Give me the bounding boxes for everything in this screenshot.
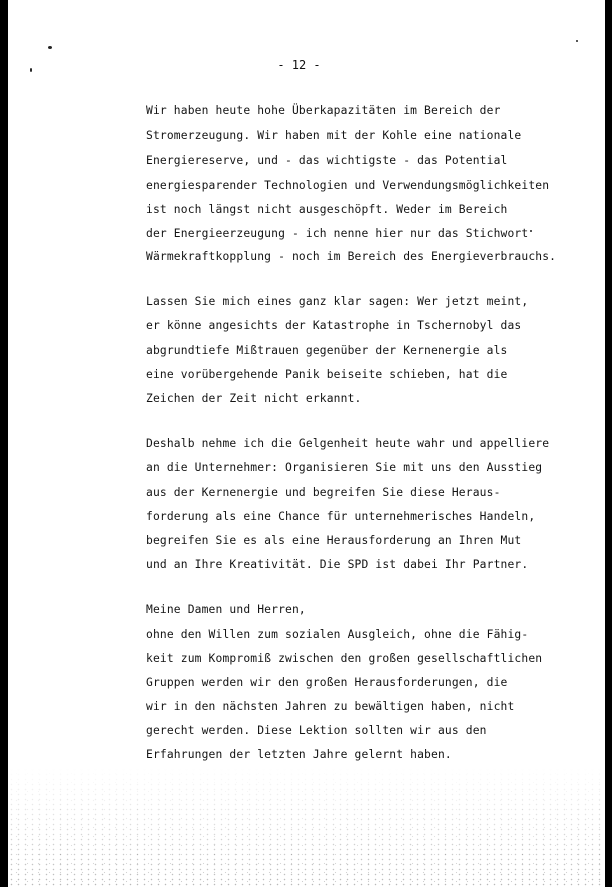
text-line: Wärmekraftkopplung - noch im Bereich des Energieverbrauchs. [146,250,557,263]
text-line: ist noch längst nicht ausgeschöpft. Weder im Bereich [146,203,508,216]
text-line: Lassen Sie mich eines ganz klar sagen: Wer jetzt meint, [146,295,529,308]
document-page [8,0,605,887]
text-line: aus der Kernenergie und begreifen Sie diese Heraus- [146,486,501,499]
text-line: der Energieerzeugung - ich nenne hier nur das Stichwort [146,227,529,240]
text-line: Stromerzeugung. Wir haben mit der Kohle eine nationale [146,129,522,142]
scan-speck [576,40,578,42]
text-line: Gruppen werden wir den großen Herausforderungen, die [146,676,508,689]
text-line: forderung als eine Chance für unternehmerisches Handeln, [146,510,536,523]
text-line: Erfahrungen der letzten Jahre gelernt haben. [146,748,452,761]
text-line: Meine Damen und Herren, [146,603,306,616]
text-line: er könne angesichts der Katastrophe in Tschernobyl das [146,319,522,332]
text-line: Energiereserve, und - das wichtigste - das Potential [146,154,508,167]
scan-noise [8,767,605,887]
text-line: gerecht werden. Diese Lektion sollten wir aus den [146,724,487,737]
text-line: Wir haben heute hohe Überkapazitäten im Bereich der [146,104,501,117]
scan-speck [530,230,532,232]
text-line: Zeichen der Zeit nicht erkannt. [146,392,362,405]
text-line: und an Ihre Kreativität. Die SPD ist dabei Ihr Partner. [146,558,529,571]
scan-speck [48,46,52,49]
scan-speck [30,68,32,72]
text-line: wir in den nächsten Jahren zu bewältigen haben, nicht [146,700,515,713]
text-line: ohne den Willen zum sozialen Ausgleich, ohne die Fähig- [146,628,529,641]
text-line: Deshalb nehme ich die Gelgenheit heute wahr und appelliere [146,437,550,450]
text-line: keit zum Kompromiß zwischen den großen gesellschaftlichen [146,652,543,665]
text-line: eine vorübergehende Panik beiseite schieben, hat die [146,368,508,381]
page-number: - 12 - [277,58,321,72]
text-line: abgrundtiefe Mißtrauen gegenüber der Kernenergie als [146,344,508,357]
text-line: energiesparender Technologien und Verwendungsmöglichkeiten [146,179,550,192]
text-line: an die Unternehmer: Organisieren Sie mit uns den Ausstieg [146,461,543,474]
text-line: begreifen Sie es als eine Herausforderung an Ihren Mut [146,534,522,547]
